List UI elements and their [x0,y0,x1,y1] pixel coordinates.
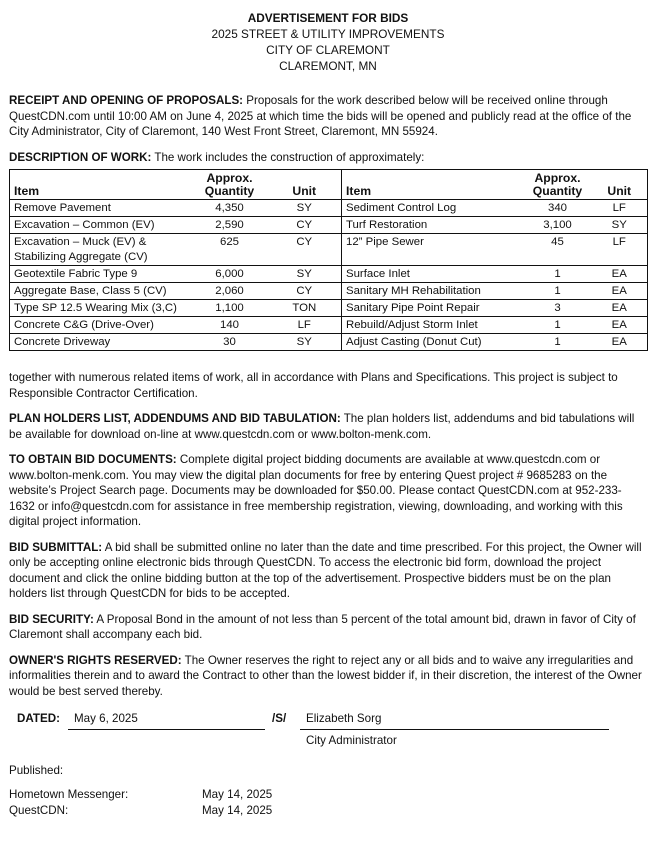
obtain-documents-text: Complete digital project bidding documents are available at www.questcdn.com or www.bolton-menk.com. You may view the digital plan documents for free by entering Quest project # 9685283 on the website’s Project Search page. Documents may be downloaded for $50.00. Please contact QuestCDN.com at 952-233-1632 or info@questcdn.com for assistance in free membership registration, viewing, downloading, and working with this digital project information. [9,453,623,528]
column-header-quantity: Approx. Quantity [524,170,591,200]
quantity-cell: 625 [192,234,267,266]
unit-cell: EA [591,300,648,317]
quantity-cell: 4,350 [215,202,244,214]
unit-cell: EA [591,283,648,300]
description-heading: DESCRIPTION OF WORK: [9,150,152,164]
column-header-item: Item [342,170,524,200]
table-row [10,334,648,351]
table-row [10,217,648,234]
column-header-unit: Unit [267,170,342,200]
city-name: CITY OF CLAREMONT [266,43,390,57]
receipt-section [9,93,647,140]
table-row [10,317,648,334]
unit-cell: EA [591,334,648,351]
bid-security-section [9,612,647,643]
publication-list [9,787,647,819]
column-header-quantity: Approx. Quantity [192,170,267,200]
project-name: 2025 STREET & UTILITY IMPROVEMENTS [211,27,445,41]
item-cell: Remove Pavement [14,202,111,214]
unit-cell: SY [267,334,342,351]
item-cell: Geotextile Fabric Type 9 [10,266,192,283]
date-signature-line [68,729,265,730]
unit-cell: LF [612,202,626,214]
item-cell: Sanitary Pipe Point Repair [342,300,524,317]
item-cell: Adjust Casting (Donut Cut) [342,334,524,351]
receipt-text: Proposals for the work described below will be received online through QuestCDN.com until 10:00 AM on June 4, 2025 at which time the bids will be opened and publicly read at the office of the City Administrator, City of Claremont, 140 West Front Street, Claremont, MN 55924. [9,94,632,138]
item-cell: Type SP 12.5 Wearing Mix (3,C) [10,300,192,317]
plan-holders-text: The plan holders list, addendums and bid tabulations will be available for download on-line at www.questcdn.com or www.bolton-menk.com. [9,412,635,441]
item-cell: Rebuild/Adjust Storm Inlet [342,317,524,334]
signer-signature-line [300,729,609,730]
dated-value: May 6, 2025 [74,712,138,725]
unit-cell: SY [296,202,312,214]
quantity-cell: 140 [192,317,267,334]
receipt-heading: RECEIPT AND OPENING OF PROPOSALS: [9,94,244,107]
item-cell: Concrete Driveway [10,334,192,351]
unit-cell: TON [267,300,342,317]
plan-holders-section [9,411,647,442]
publication-entry [9,803,647,819]
publication-entry [9,787,647,803]
unit-cell: EA [591,266,648,283]
quantity-cell: 2,060 [192,283,267,300]
quantity-cell: 6,000 [192,266,267,283]
city-location: CLAREMONT, MN [279,59,377,73]
advertisement-document [9,10,647,819]
unit-cell: LF [267,317,342,334]
description-section [9,150,647,166]
publication-name: QuestCDN: [9,803,69,817]
bid-submittal-section [9,540,647,602]
publication-date: May 14, 2025 [202,787,273,801]
signature-mark: /S/ [272,712,287,725]
publication-date: May 14, 2025 [202,803,273,817]
quantity-cell: 1 [524,283,591,300]
table-row [10,300,648,317]
signature-block [9,711,647,755]
dated-label: DATED: [17,712,60,725]
quantity-cell: 1 [524,317,591,334]
table-row [10,200,648,217]
item-cell: Aggregate Base, Class 5 (CV) [10,283,192,300]
item-cell: Sediment Control Log [342,200,524,217]
published-label: Published: [9,764,64,777]
description-text: The work includes the construction of approximately: [154,150,425,164]
column-header-unit: Unit [591,170,648,200]
item-cell: Turf Restoration [342,217,524,234]
unit-cell: LF [591,234,648,266]
table-row [10,283,648,300]
document-header [9,10,647,74]
obtain-documents-heading: TO OBTAIN BID DOCUMENTS: [9,453,177,466]
quantity-cell: 1 [524,266,591,283]
unit-cell: SY [267,266,342,283]
publication-name: Hometown Messenger: [9,787,129,801]
quantity-cell: 3,100 [524,217,591,234]
unit-cell: EA [591,317,648,334]
column-header-item: Item [10,170,192,200]
table-row [10,234,648,266]
item-cell: Concrete C&G (Drive-Over) [10,317,192,334]
owners-rights-text: The Owner reserves the right to reject any or all bids and to waive any irregularities and informalities therein and to award the Contract to other than the lowest bidder if, in their discretion, the interest of the Owner would be best served thereby. [9,653,642,698]
item-cell: Excavation – Common (EV) [10,217,192,234]
quantity-cell: 2,590 [192,217,267,234]
work-items-table [9,169,648,351]
signer-title: City Administrator [306,734,397,747]
table-header-row [10,170,648,200]
bid-submittal-text: A bid shall be submitted online no later than the date and time prescribed. For this project, the Owner will only be accepting online electronic bids through QuestCDN. To access the electronic bid form, download the project document and click the online bidding button at the top of the advertisement. Prospective bidders must be on the plan holders list through QuestCDN for bids to be accepted. [9,540,642,600]
unit-cell: CY [267,283,342,300]
owners-rights-heading: OWNER'S RIGHTS RESERVED: [9,653,182,667]
quantity-cell: 45 [524,234,591,266]
obtain-documents-section [9,452,647,530]
quantity-cell: 340 [547,202,567,214]
bid-submittal-heading: BID SUBMITTAL: [9,540,103,554]
document-title: ADVERTISEMENT FOR BIDS [247,11,409,25]
unit-cell: SY [591,217,648,234]
item-cell: Surface Inlet [342,266,524,283]
item-cell: 12” Pipe Sewer [342,234,524,266]
plan-holders-heading: PLAN HOLDERS LIST, ADDENDUMS AND BID TABULATION: [9,412,341,425]
quantity-cell: 30 [192,334,267,351]
quantity-cell: 1 [524,334,591,351]
item-cell: Sanitary MH Rehabilitation [342,283,524,300]
owners-rights-section [9,653,647,700]
unit-cell: CY [267,217,342,234]
quantity-cell: 1,100 [192,300,267,317]
table-row [10,266,648,283]
bid-security-text: A Proposal Bond in the amount of not less than 5 percent of the total amount bid, drawn in favor of City of Claremont shall accompany each bid. [9,612,636,641]
unit-cell: CY [267,234,342,266]
item-cell: Excavation – Muck (EV) & Stabilizing Aggregate (CV) [10,234,192,266]
signer-name: Elizabeth Sorg [306,712,382,725]
quantity-cell: 3 [524,300,591,317]
bid-security-heading: BID SECURITY: [9,612,94,626]
together-paragraph: together with numerous related items of work, all in accordance with Plans and Specifications. This project is subject to Responsible Contractor Certification. [9,371,618,400]
